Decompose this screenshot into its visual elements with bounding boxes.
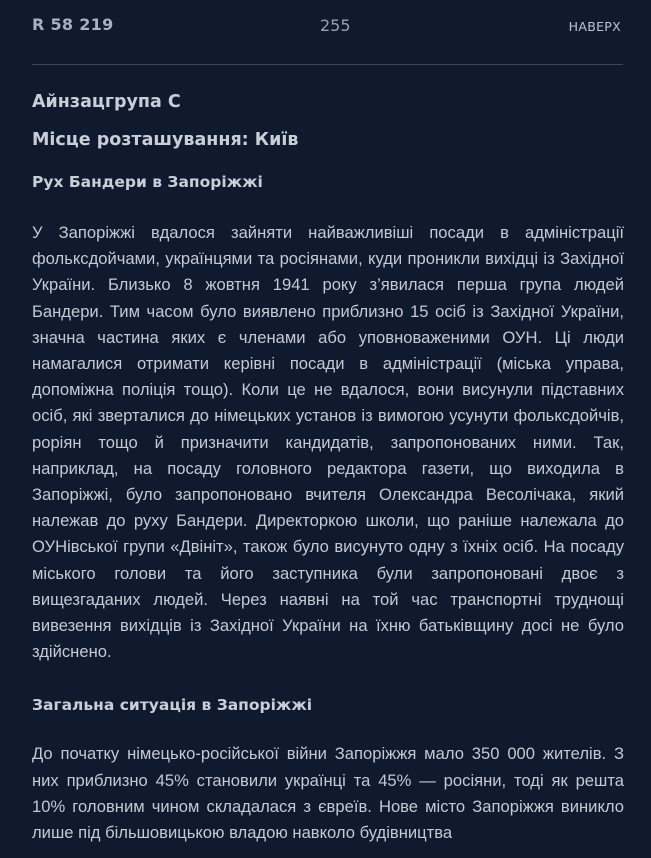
location-heading: Місце розташування: Київ <box>32 130 299 150</box>
document-body <box>32 88 624 846</box>
document-reference: R 58 219 <box>32 15 114 34</box>
section-heading-bandera: Рух Бандери в Запоріжжі <box>32 173 263 191</box>
back-to-top-link[interactable]: НАВЕРХ <box>568 19 621 34</box>
group-title: Айнзацгрупа С <box>32 92 181 112</box>
section-heading-general: Загальна ситуація в Запоріжжі <box>32 696 313 715</box>
top-bar <box>32 0 621 64</box>
section-paragraph-general: До початку німецько-російської війни Запоріжжя мало 350 000 жителів. З них приблизно 45% становили українці та 45% — росіяни, тоді як решта 10% головним чином складалася з євреїв. Нове місто Запоріжжя виникло лише під більшовицькою владою навколо будівництва <box>32 744 624 843</box>
section-paragraph-bandera: У Запоріжжі вдалося зайняти найважливіші посади в адміністрації фольксдойчами, українцями та росіянами, куди проникли вихідці із Західної України. Близько 8 жовтня 1941 року з’явилася перша група людей Бандери. Тим часом було виявлено приблизно 15 осіб із Західної України, значна частина яких є членами або уповноваженими ОУН. Ці люди намагалися отримати керівні посади в адміністрації (міська управа, допоміжна поліція тощо). Коли це не вдалося, вони висунули підставних осіб, які зверталися до німецьких установ із вимогою усунути фольксдойчів, роріян тощо й призначити кандидатів, запропонованих ними. Так, наприклад, на посаду головного редактора газети, що виходила в Запоріжжі, було запропоновано вчителя Олександра Весолічака, який належав до руху Бандери. Директоркою школи, що раніше належала до ОУНівської групи «Двініт», також було висунуто одну з їхніх осіб. На посаду міського голови та його заступника були запропоновані двоє з вищезгаданих людей. Через наявні на той час транспортні труднощі вивезення вихідців із Західної України на їхню батьківщину досі не було здійснено. <box>32 223 624 662</box>
header-divider <box>32 64 623 65</box>
page-number: 255 <box>320 16 351 35</box>
